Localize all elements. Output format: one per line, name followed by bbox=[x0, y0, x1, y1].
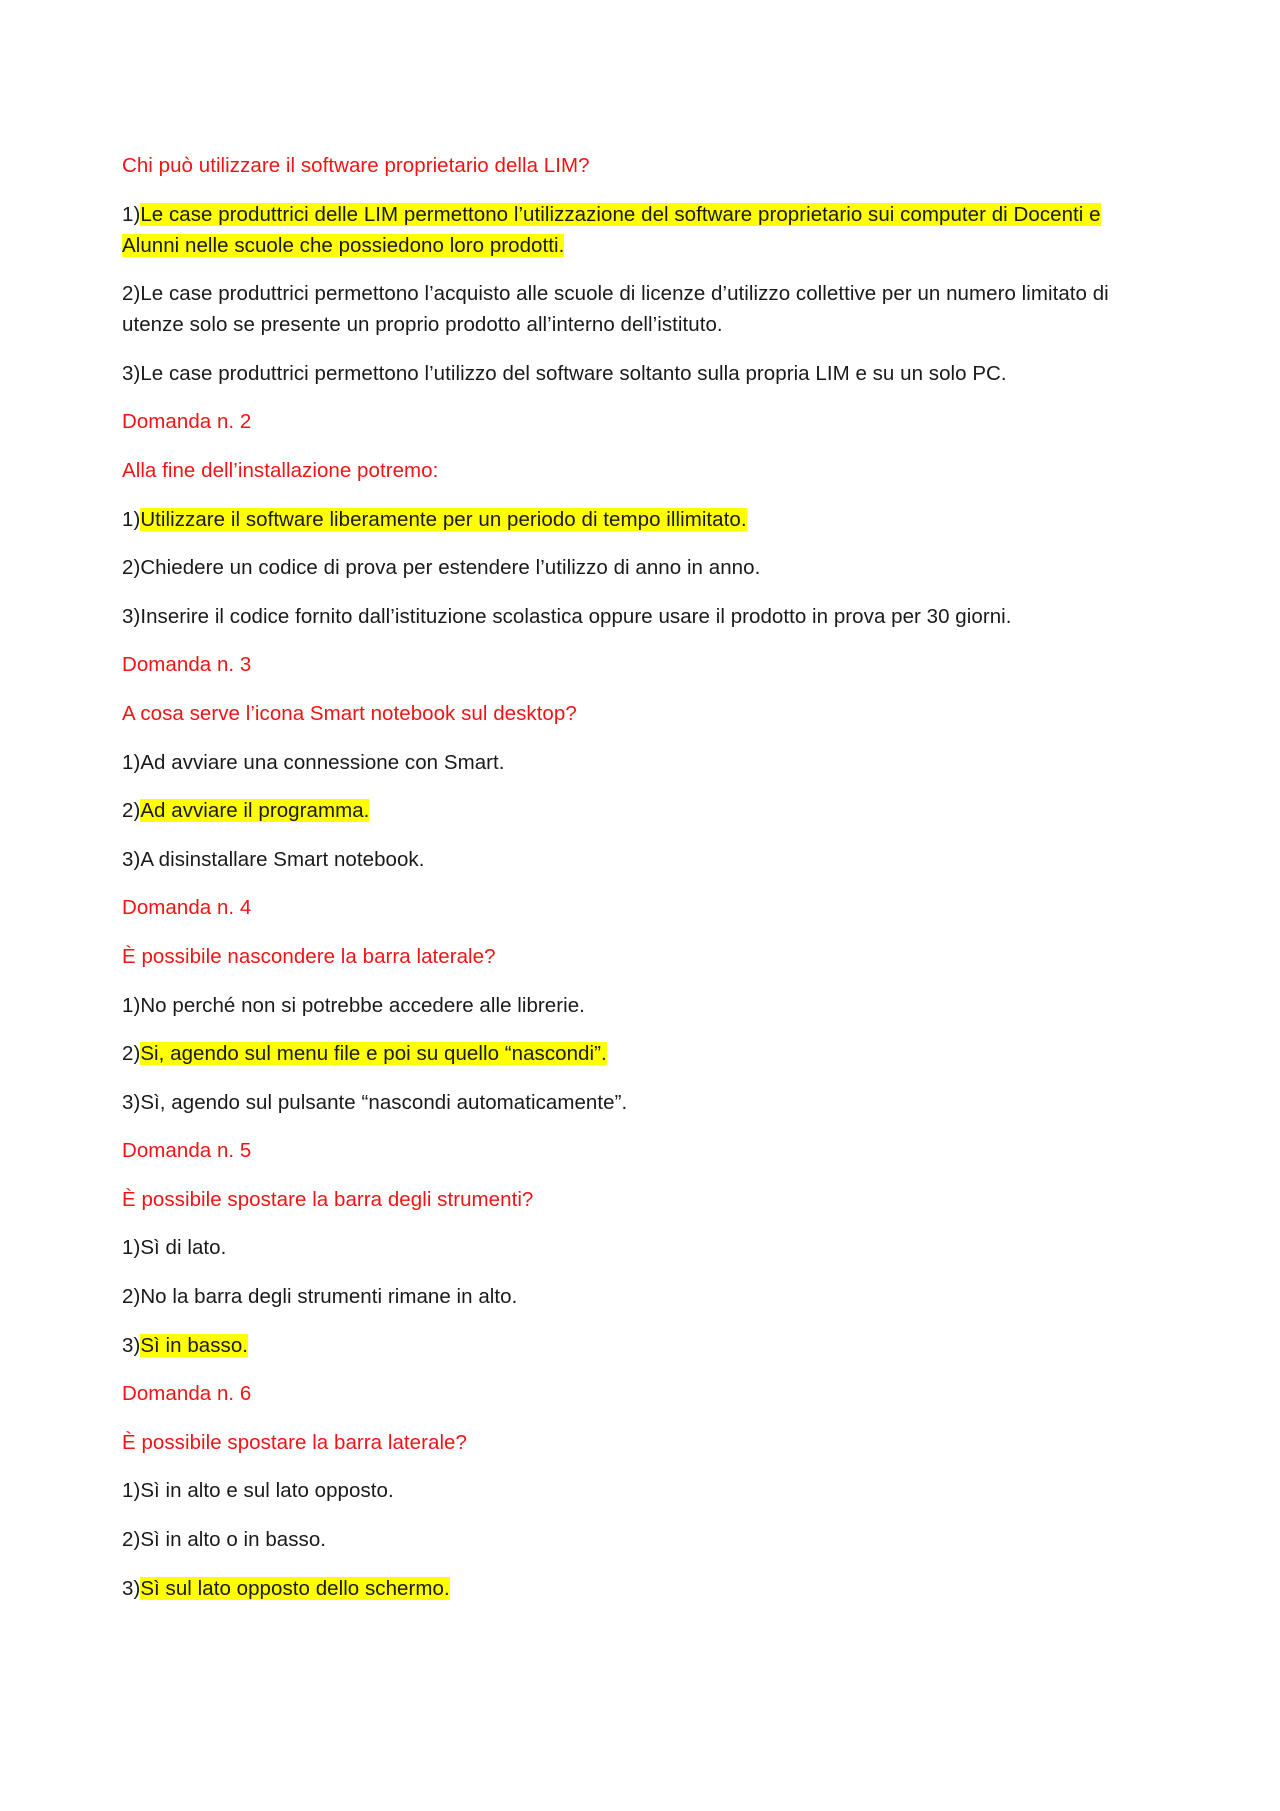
answer-option bbox=[122, 747, 1162, 778]
answer-text: No la barra degli strumenti rimane in alto. bbox=[140, 1285, 518, 1309]
answer-number: 2) bbox=[122, 1285, 141, 1309]
question-header: Domanda n. 6 bbox=[122, 1382, 252, 1406]
question-text: Chi può utilizzare il software proprietario della LIM? bbox=[122, 154, 590, 177]
answer-number: 2) bbox=[122, 282, 141, 306]
question-text: Alla fine dell’installazione potremo: bbox=[122, 458, 439, 482]
answer-text-highlighted: Utilizzare il software liberamente per un periodo di tempo illimitato. bbox=[140, 507, 747, 531]
answer-option-correct bbox=[122, 1573, 1162, 1604]
question-block bbox=[122, 1378, 1162, 1603]
answer-option bbox=[122, 358, 1162, 389]
answer-text: Ad avviare una connessione con Smart. bbox=[140, 750, 505, 774]
answer-number: 3) bbox=[122, 361, 141, 385]
answer-option bbox=[122, 1475, 1162, 1506]
question-header: Domanda n. 5 bbox=[122, 1139, 252, 1163]
answer-text: Sì in alto o in basso. bbox=[140, 1528, 327, 1552]
quiz-document bbox=[122, 150, 1162, 1621]
question-text: È possibile spostare la barra degli strumenti? bbox=[122, 1187, 534, 1211]
answer-text: Inserire il codice fornito dall’istituzione scolastica oppure usare il prodotto in prova per 30 giorni. bbox=[140, 604, 1012, 628]
answer-number: 3) bbox=[122, 1090, 141, 1114]
answer-number: 2) bbox=[122, 1042, 141, 1066]
answer-text: No perché non si potrebbe accedere alle librerie. bbox=[140, 993, 585, 1017]
answer-text-highlighted: Si, agendo sul menu file e poi su quello “nascondi”. bbox=[140, 1042, 607, 1066]
answer-number: 2) bbox=[122, 799, 141, 823]
answer-number: 3) bbox=[122, 1333, 141, 1357]
answer-option bbox=[122, 552, 1162, 583]
answer-number: 1) bbox=[122, 750, 141, 774]
answer-option bbox=[122, 1281, 1162, 1312]
answer-option bbox=[122, 1524, 1162, 1555]
answer-number: 2) bbox=[122, 556, 141, 580]
answer-text: Sì di lato. bbox=[140, 1236, 227, 1260]
answer-text-highlighted: Le case produttrici delle LIM permettono l’utilizzazione del software proprietario sui computer di Docenti e Alunni nelle scuole che possiedono loro prodotti. bbox=[122, 202, 1101, 257]
answer-option bbox=[122, 278, 1162, 340]
answer-option-correct bbox=[122, 795, 1162, 826]
answer-text: Le case produttrici permettono l’acquisto alle scuole di licenze d’utilizzo collettive per un numero limitato di utenze solo se presente un proprio prodotto all’interno dell’istituto. bbox=[122, 282, 1109, 337]
answer-text: A disinstallare Smart notebook. bbox=[140, 847, 425, 871]
question-text: È possibile spostare la barra laterale? bbox=[122, 1430, 467, 1454]
answer-option-correct bbox=[122, 1330, 1162, 1361]
answer-number: 1) bbox=[122, 993, 141, 1017]
answer-option bbox=[122, 990, 1162, 1021]
answer-text-highlighted: Sì in basso. bbox=[140, 1333, 249, 1357]
answer-option-correct bbox=[122, 504, 1162, 535]
answer-number: 3) bbox=[122, 604, 141, 628]
answer-option bbox=[122, 601, 1162, 632]
answer-number: 3) bbox=[122, 1576, 141, 1600]
question-block bbox=[122, 649, 1162, 874]
answer-number: 1) bbox=[122, 507, 141, 531]
answer-text: Sì in alto e sul lato opposto. bbox=[140, 1479, 394, 1503]
question-header: Domanda n. 2 bbox=[122, 410, 252, 434]
answer-text: Chiedere un codice di prova per estendere l’utilizzo di anno in anno. bbox=[140, 556, 761, 580]
answer-number: 2) bbox=[122, 1528, 141, 1552]
answer-number: 1) bbox=[122, 1236, 141, 1260]
answer-option-correct bbox=[122, 1038, 1162, 1069]
answer-text: Sì, agendo sul pulsante “nascondi automaticamente”. bbox=[140, 1090, 628, 1114]
question-header: Domanda n. 3 bbox=[122, 653, 252, 677]
answer-number: 1) bbox=[122, 1479, 141, 1503]
answer-text-highlighted: Ad avviare il programma. bbox=[140, 799, 370, 823]
question-block bbox=[122, 150, 1162, 389]
answer-text-highlighted: Sì sul lato opposto dello schermo. bbox=[140, 1576, 450, 1600]
answer-option bbox=[122, 1232, 1162, 1263]
answer-number: 3) bbox=[122, 847, 141, 871]
question-block bbox=[122, 406, 1162, 631]
answer-option bbox=[122, 1087, 1162, 1118]
question-header: Domanda n. 4 bbox=[122, 896, 252, 920]
answer-option bbox=[122, 844, 1162, 875]
answer-option-correct bbox=[122, 199, 1162, 261]
answer-text: Le case produttrici permettono l’utilizzo del software soltanto sulla propria LIM e su un solo PC. bbox=[140, 361, 1007, 385]
question-block bbox=[122, 1135, 1162, 1360]
question-block bbox=[122, 892, 1162, 1117]
question-text: A cosa serve l’icona Smart notebook sul desktop? bbox=[122, 701, 577, 725]
question-text: È possibile nascondere la barra laterale? bbox=[122, 944, 496, 968]
answer-number: 1) bbox=[122, 202, 141, 226]
